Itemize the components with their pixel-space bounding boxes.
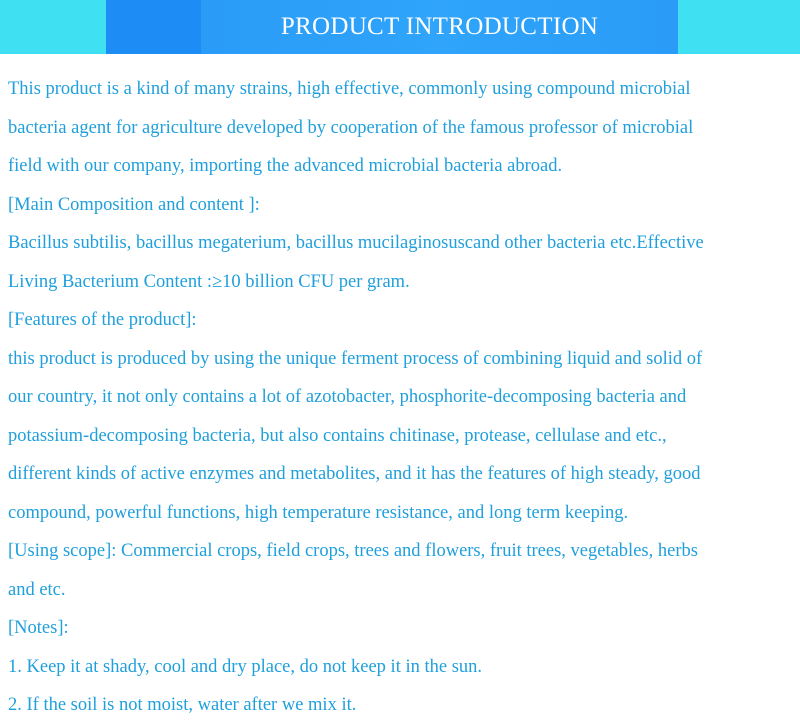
text-line: compound, powerful functions, high temperature resistance, and long term keeping. — [8, 502, 629, 523]
text-line: different kinds of active enzymes and metabolites, and it has the features of high steady, good — [8, 464, 701, 484]
note-item: 2. If the soil is not moist, water after we mix it. — [8, 695, 357, 715]
header-banner — [0, 0, 800, 54]
text-line: field with our company, importing the advanced microbial bacteria abroad. — [8, 156, 563, 176]
text-line: bacteria agent for agriculture developed by cooperation of the famous professor of microbial — [8, 117, 694, 138]
banner-inner-block — [106, 0, 201, 54]
page-title: PRODUCT INTRODUCTION — [280, 13, 599, 40]
section-heading-composition: [Main Composition and content ]: — [8, 194, 260, 215]
note-item: 1. Keep it at shady, cool and dry place, do not keep it in the sun. — [8, 656, 483, 677]
text-line: potassium-decomposing bacteria, but also contains chitinase, protease, cellulase and etc., — [8, 425, 667, 446]
banner-right-block — [678, 0, 800, 54]
text-line: and etc. — [8, 579, 66, 600]
banner-left-block — [0, 0, 106, 54]
text-line: This product is a kind of many strains, high effective, commonly using compound microbial — [8, 79, 691, 99]
section-heading-features: [Features of the product]: — [8, 310, 197, 330]
section-using-scope: [Using scope]: Commercial crops, field crops, trees and flowers, fruit trees, vegetables, herbs — [8, 541, 698, 561]
text-line: Bacillus subtilis, bacillus megaterium, bacillus mucilaginosuscand other bacteria etc.Effective — [8, 233, 704, 253]
text-line: our country, it not only contains a lot of azotobacter, phosphorite-decomposing bacteria and — [8, 387, 687, 407]
text-line: this product is produced by using the unique ferment process of combining liquid and solid of — [8, 348, 703, 369]
banner-title-box — [201, 0, 678, 54]
product-description — [8, 70, 798, 725]
section-heading-notes: [Notes]: — [8, 618, 69, 638]
text-line: Living Bacterium Content :≥10 billion CFU per gram. — [8, 271, 410, 292]
